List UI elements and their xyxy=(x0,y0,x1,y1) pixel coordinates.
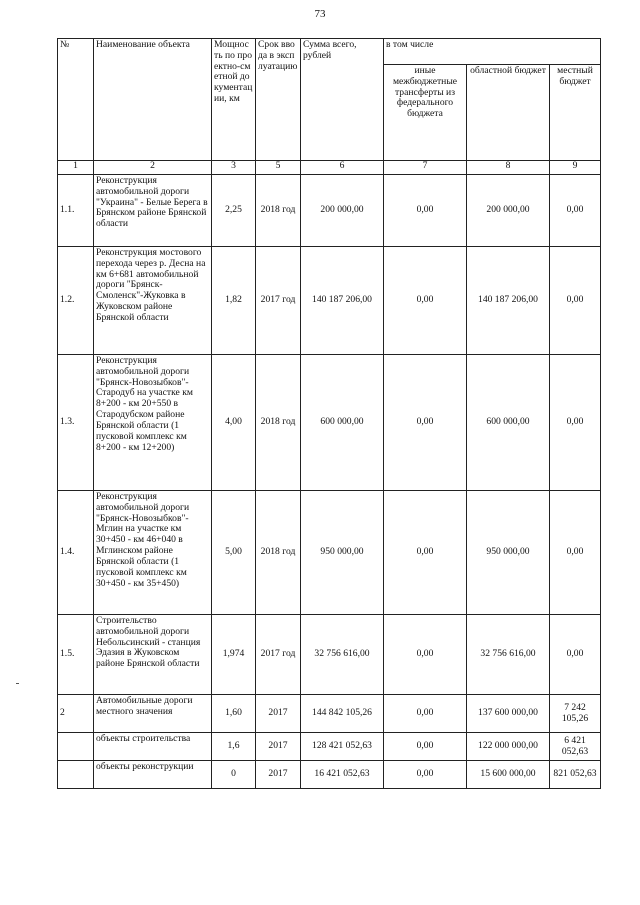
page-number: 73 xyxy=(314,8,326,20)
commissioning-term: 2017 год xyxy=(256,247,301,355)
local-budget: 821 052,63 xyxy=(550,761,601,789)
column-number: 2 xyxy=(94,161,212,175)
local-budget: 7 242 105,26 xyxy=(550,695,601,733)
header-capacity: Мощность по проектно-сметной документации, км xyxy=(212,39,256,161)
commissioning-term: 2017 xyxy=(256,733,301,761)
row-number: 1.1. xyxy=(58,175,94,247)
column-number: 8 xyxy=(467,161,550,175)
regional-budget: 140 187 206,00 xyxy=(467,247,550,355)
header-commissioning-term: Срок ввода в эксплуатацию xyxy=(256,39,301,161)
total-sum: 144 842 105,26 xyxy=(301,695,384,733)
commissioning-term: 2018 год xyxy=(256,491,301,615)
table-row xyxy=(58,355,601,491)
commissioning-term: 2017 xyxy=(256,761,301,789)
table-row xyxy=(58,491,601,615)
header-regional-budget: областной бюджет xyxy=(467,65,550,161)
commissioning-term: 2017 год xyxy=(256,615,301,695)
object-name: объекты реконструкции xyxy=(94,761,212,789)
capacity-km: 1,6 xyxy=(212,733,256,761)
local-budget: 6 421 052,63 xyxy=(550,733,601,761)
federal-transfers: 0,00 xyxy=(384,355,467,491)
commissioning-term: 2018 год xyxy=(256,355,301,491)
header-total-sum: Сумма всего, рублей xyxy=(301,39,384,161)
header-number: № xyxy=(58,39,94,161)
total-sum: 32 756 616,00 xyxy=(301,615,384,695)
capacity-km: 0 xyxy=(212,761,256,789)
table-row xyxy=(58,247,601,355)
column-number: 9 xyxy=(550,161,601,175)
row-number: 1.5. xyxy=(58,615,94,695)
total-sum: 16 421 052,63 xyxy=(301,761,384,789)
capacity-km: 1,60 xyxy=(212,695,256,733)
object-name: Автомобильные дороги местного значения xyxy=(94,695,212,733)
federal-transfers: 0,00 xyxy=(384,761,467,789)
capacity-km: 4,00 xyxy=(212,355,256,491)
total-sum: 128 421 052,63 xyxy=(301,733,384,761)
object-name: Реконструкция автомобильной дороги "Брянск-Новозыбков"-Стародуб на участке км 8+200 - км 20+550 в Стародубском районе Брянской области (1 пусковой комплекс км 8+200 - км 12+200) xyxy=(94,355,212,491)
capacity-km: 1,82 xyxy=(212,247,256,355)
total-sum: 140 187 206,00 xyxy=(301,247,384,355)
column-number: 6 xyxy=(301,161,384,175)
row-number: 1.4. xyxy=(58,491,94,615)
local-budget: 0,00 xyxy=(550,355,601,491)
regional-budget: 200 000,00 xyxy=(467,175,550,247)
federal-transfers: 0,00 xyxy=(384,695,467,733)
object-name: Реконструкция автомобильной дороги "Украина" - Белые Берега в Брянском районе Брянской области xyxy=(94,175,212,247)
table-row xyxy=(58,695,601,733)
federal-transfers: 0,00 xyxy=(384,733,467,761)
federal-transfers: 0,00 xyxy=(384,175,467,247)
column-number: 3 xyxy=(212,161,256,175)
table-row xyxy=(58,761,601,789)
regional-budget: 122 000 000,00 xyxy=(467,733,550,761)
total-sum: 950 000,00 xyxy=(301,491,384,615)
capacity-km: 1,974 xyxy=(212,615,256,695)
regional-budget: 15 600 000,00 xyxy=(467,761,550,789)
table-row xyxy=(58,733,601,761)
object-name: Строительство автомобильной дороги Небольсинский - станция Эдазия в Жуковском районе Брянской области xyxy=(94,615,212,695)
commissioning-term: 2017 xyxy=(256,695,301,733)
regional-budget: 32 756 616,00 xyxy=(467,615,550,695)
header-local-budget: местный бюджет xyxy=(550,65,601,161)
object-name: Реконструкция автомобильной дороги "Брянск-Новозыбков"-Мглин на участке км 30+450 - км 46+040 в Мглинском районе Брянской области (1 пусковой комплекс км 30+450 - км 35+450) xyxy=(94,491,212,615)
total-sum: 600 000,00 xyxy=(301,355,384,491)
row-number: 1.2. xyxy=(58,247,94,355)
column-number: 5 xyxy=(256,161,301,175)
local-budget: 0,00 xyxy=(550,247,601,355)
local-budget: 0,00 xyxy=(550,175,601,247)
capacity-km: 5,00 xyxy=(212,491,256,615)
federal-transfers: 0,00 xyxy=(384,491,467,615)
regional-budget: 600 000,00 xyxy=(467,355,550,491)
column-number: 7 xyxy=(384,161,467,175)
federal-transfers: 0,00 xyxy=(384,247,467,355)
investment-table xyxy=(57,38,601,789)
row-number: 2 xyxy=(58,695,94,733)
column-numbers-row xyxy=(58,161,601,175)
local-budget: 0,00 xyxy=(550,491,601,615)
federal-transfers: 0,00 xyxy=(384,615,467,695)
total-sum: 200 000,00 xyxy=(301,175,384,247)
object-name: Реконструкция мостового перехода через р. Десна на км 6+681 автомобильной дороги "Брянск-Смоленск"-Жуковка в Жуковском районе Брянской области xyxy=(94,247,212,355)
header-object-name: Наименование объекта xyxy=(94,39,212,161)
capacity-km: 2,25 xyxy=(212,175,256,247)
scan-mark xyxy=(16,683,19,684)
row-number xyxy=(58,733,94,761)
commissioning-term: 2018 год xyxy=(256,175,301,247)
local-budget: 0,00 xyxy=(550,615,601,695)
table-row xyxy=(58,615,601,695)
header-federal-transfers: иные межбюджетные трансферты из федерального бюджета xyxy=(384,65,467,161)
table-row xyxy=(58,175,601,247)
row-number xyxy=(58,761,94,789)
header-including: в том числе xyxy=(384,39,601,65)
row-number: 1.3. xyxy=(58,355,94,491)
object-name: объекты строительства xyxy=(94,733,212,761)
regional-budget: 950 000,00 xyxy=(467,491,550,615)
column-number: 1 xyxy=(58,161,94,175)
regional-budget: 137 600 000,00 xyxy=(467,695,550,733)
